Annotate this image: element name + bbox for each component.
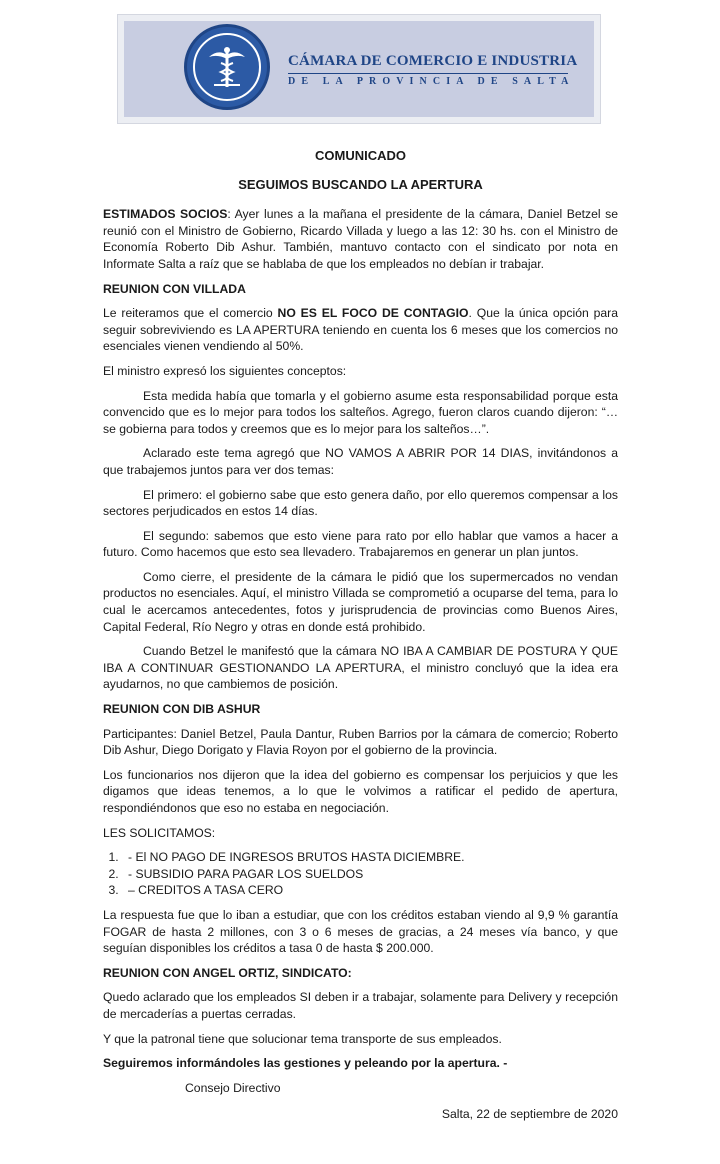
chamber-seal-logo xyxy=(184,24,270,110)
heading-dib-ashur: REUNION CON DIB ASHUR xyxy=(103,702,261,717)
dib-paragraph-2: Los funcionarios nos dijeron que la idea del gobierno es compensar los perjuicios y que les digamos que ideas tenemos, a lo que le volvimos a ratificar el pedido de apertura, respondiéndonos que eso no estaba en negociación. xyxy=(103,767,618,815)
villada-paragraph-2: El ministro expresó los siguientes conceptos: xyxy=(103,363,347,378)
villada-p1-rest: . Que la única opción para seguir sobreviviendo es LA APERTURA teniendo en cuenta los 6 meses que los comercios no esenciales vienen vendiendo al 50%. xyxy=(103,306,618,354)
intro-text: : Ayer lunes a la mañana el presidente de la cámara, Daniel Betzel se reunió con el Ministro de Gobierno, Ricardo Villada y luego a las 12: 30 hs. con el Ministro de Economía Roberto Dib Ashur. También, mantuvo contacto con el sindicato por nota en Informate Salta a raíz que se hablaba de que los empleados no debían ir trabajar. xyxy=(103,207,618,271)
document-title: COMUNICADO xyxy=(315,148,406,163)
caduceus-icon xyxy=(187,27,267,107)
date-line: Salta, 22 de septiembre de 2020 xyxy=(441,1107,618,1122)
villada-paragraph-1 xyxy=(103,305,618,355)
intro-paragraph xyxy=(103,206,618,272)
signature-block: Consejo Directivo xyxy=(185,1080,281,1095)
villada-p1-lead: Le reiteramos que el comercio xyxy=(103,306,278,321)
closing-statement: Seguiremos informándoles las gestiones y peleando por la apertura. - xyxy=(103,1056,508,1071)
heading-villada: REUNION CON VILLADA xyxy=(103,281,246,296)
ortiz-paragraph-2: Y que la patronal tiene que solucionar tema transporte de sus empleados. xyxy=(103,1031,502,1046)
villada-paragraph-3: Esta medida había que tomarla y el gobierno asume esta responsabilidad porque esta convencido que es lo mejor para todos los salteños. Agrego, fueron claros cuando dijeron: “… se gobierna para todos y creemos que es lo mejor para los salteños…”. xyxy=(103,388,618,436)
requests-list xyxy=(103,849,618,899)
request-item: 1. - El NO PAGO DE INGRESOS BRUTOS HASTA DICIEMBRE. xyxy=(122,849,618,866)
villada-paragraph-4: Aclarado este tema agregó que NO VAMOS A ABRIR POR 14 DIAS, invitándonos a que trabajemos juntos para ver dos temas: xyxy=(103,446,618,477)
request-item: 3. – CREDITOS A TASA CERO xyxy=(122,882,618,899)
document-body xyxy=(103,148,618,1123)
organization-subtitle: DE LA PROVINCIA DE SALTA xyxy=(288,73,568,87)
document-subtitle: SEGUIMOS BUSCANDO LA APERTURA xyxy=(238,176,483,192)
request-item: 2. - SUBSIDIO PARA PAGAR LOS SUELDOS xyxy=(122,866,618,883)
villada-p1-emphasis: NO ES EL FOCO DE CONTAGIO xyxy=(277,306,469,321)
dib-paragraph-1: Participantes: Daniel Betzel, Paula Dantur, Ruben Barrios por la cámara de comercio; Roberto Dib Ashur, Diego Dorigato y Flavia Royon por el gobierno de la provincia. xyxy=(103,726,618,758)
letterhead-panel xyxy=(124,21,594,117)
ortiz-paragraph-1: Quedo aclarado que los empleados SI deben ir a trabajar, solamente para Delivery y recepción de mercaderías a puertas cerradas. xyxy=(103,990,618,1021)
villada-paragraph-7: Como cierre, el presidente de la cámara le pidió que los supermercados no vendan productos no esenciales. Aquí, el ministro Villada se comprometió a ocuparse del tema, para lo cual le acercamos antecedentes, fotos y jurisprudencia de provincias como Buenos Aires, Capital Federal, Río Negro y otras en donde está prohibido. xyxy=(103,569,618,634)
salutation: ESTIMADOS SOCIOS xyxy=(103,207,228,222)
villada-paragraph-5: El primero: el gobierno sabe que esto genera daño, por ello queremos compensar a los sectores perjudicados en estos 14 días. xyxy=(103,487,618,519)
requests-heading: LES SOLICITAMOS: xyxy=(103,825,216,840)
villada-paragraph-8: Cuando Betzel le manifestó que la cámara NO IBA A CAMBIAR DE POSTURA Y QUE IBA A CONTINUAR GESTIONANDO LA APERTURA, el ministro concluyó que la idea era ayudarnos, no que cambiemos de posición. xyxy=(103,644,618,692)
organization-name: CÁMARA DE COMERCIO E INDUSTRIA xyxy=(288,53,578,69)
dib-paragraph-3: La respuesta fue que lo iban a estudiar, que con los créditos estaban viendo al 9,9 % garantía FOGAR de hasta 2 millones, con 3 o 6 meses de gracias, a 24 meses vía banco, y que seguían disponibles los créditos a tasa 0 de hasta $ 200.000. xyxy=(103,907,618,956)
heading-ortiz: REUNION CON ANGEL ORTIZ, SINDICATO: xyxy=(103,965,352,980)
villada-paragraph-6: El segundo: sabemos que esto viene para rato por ello hablar que vamos a hacer a futuro. Como hacemos que esto sea llevadero. Trabajaremos en generar un plan juntos. xyxy=(103,528,618,560)
letterhead-banner xyxy=(117,14,601,124)
